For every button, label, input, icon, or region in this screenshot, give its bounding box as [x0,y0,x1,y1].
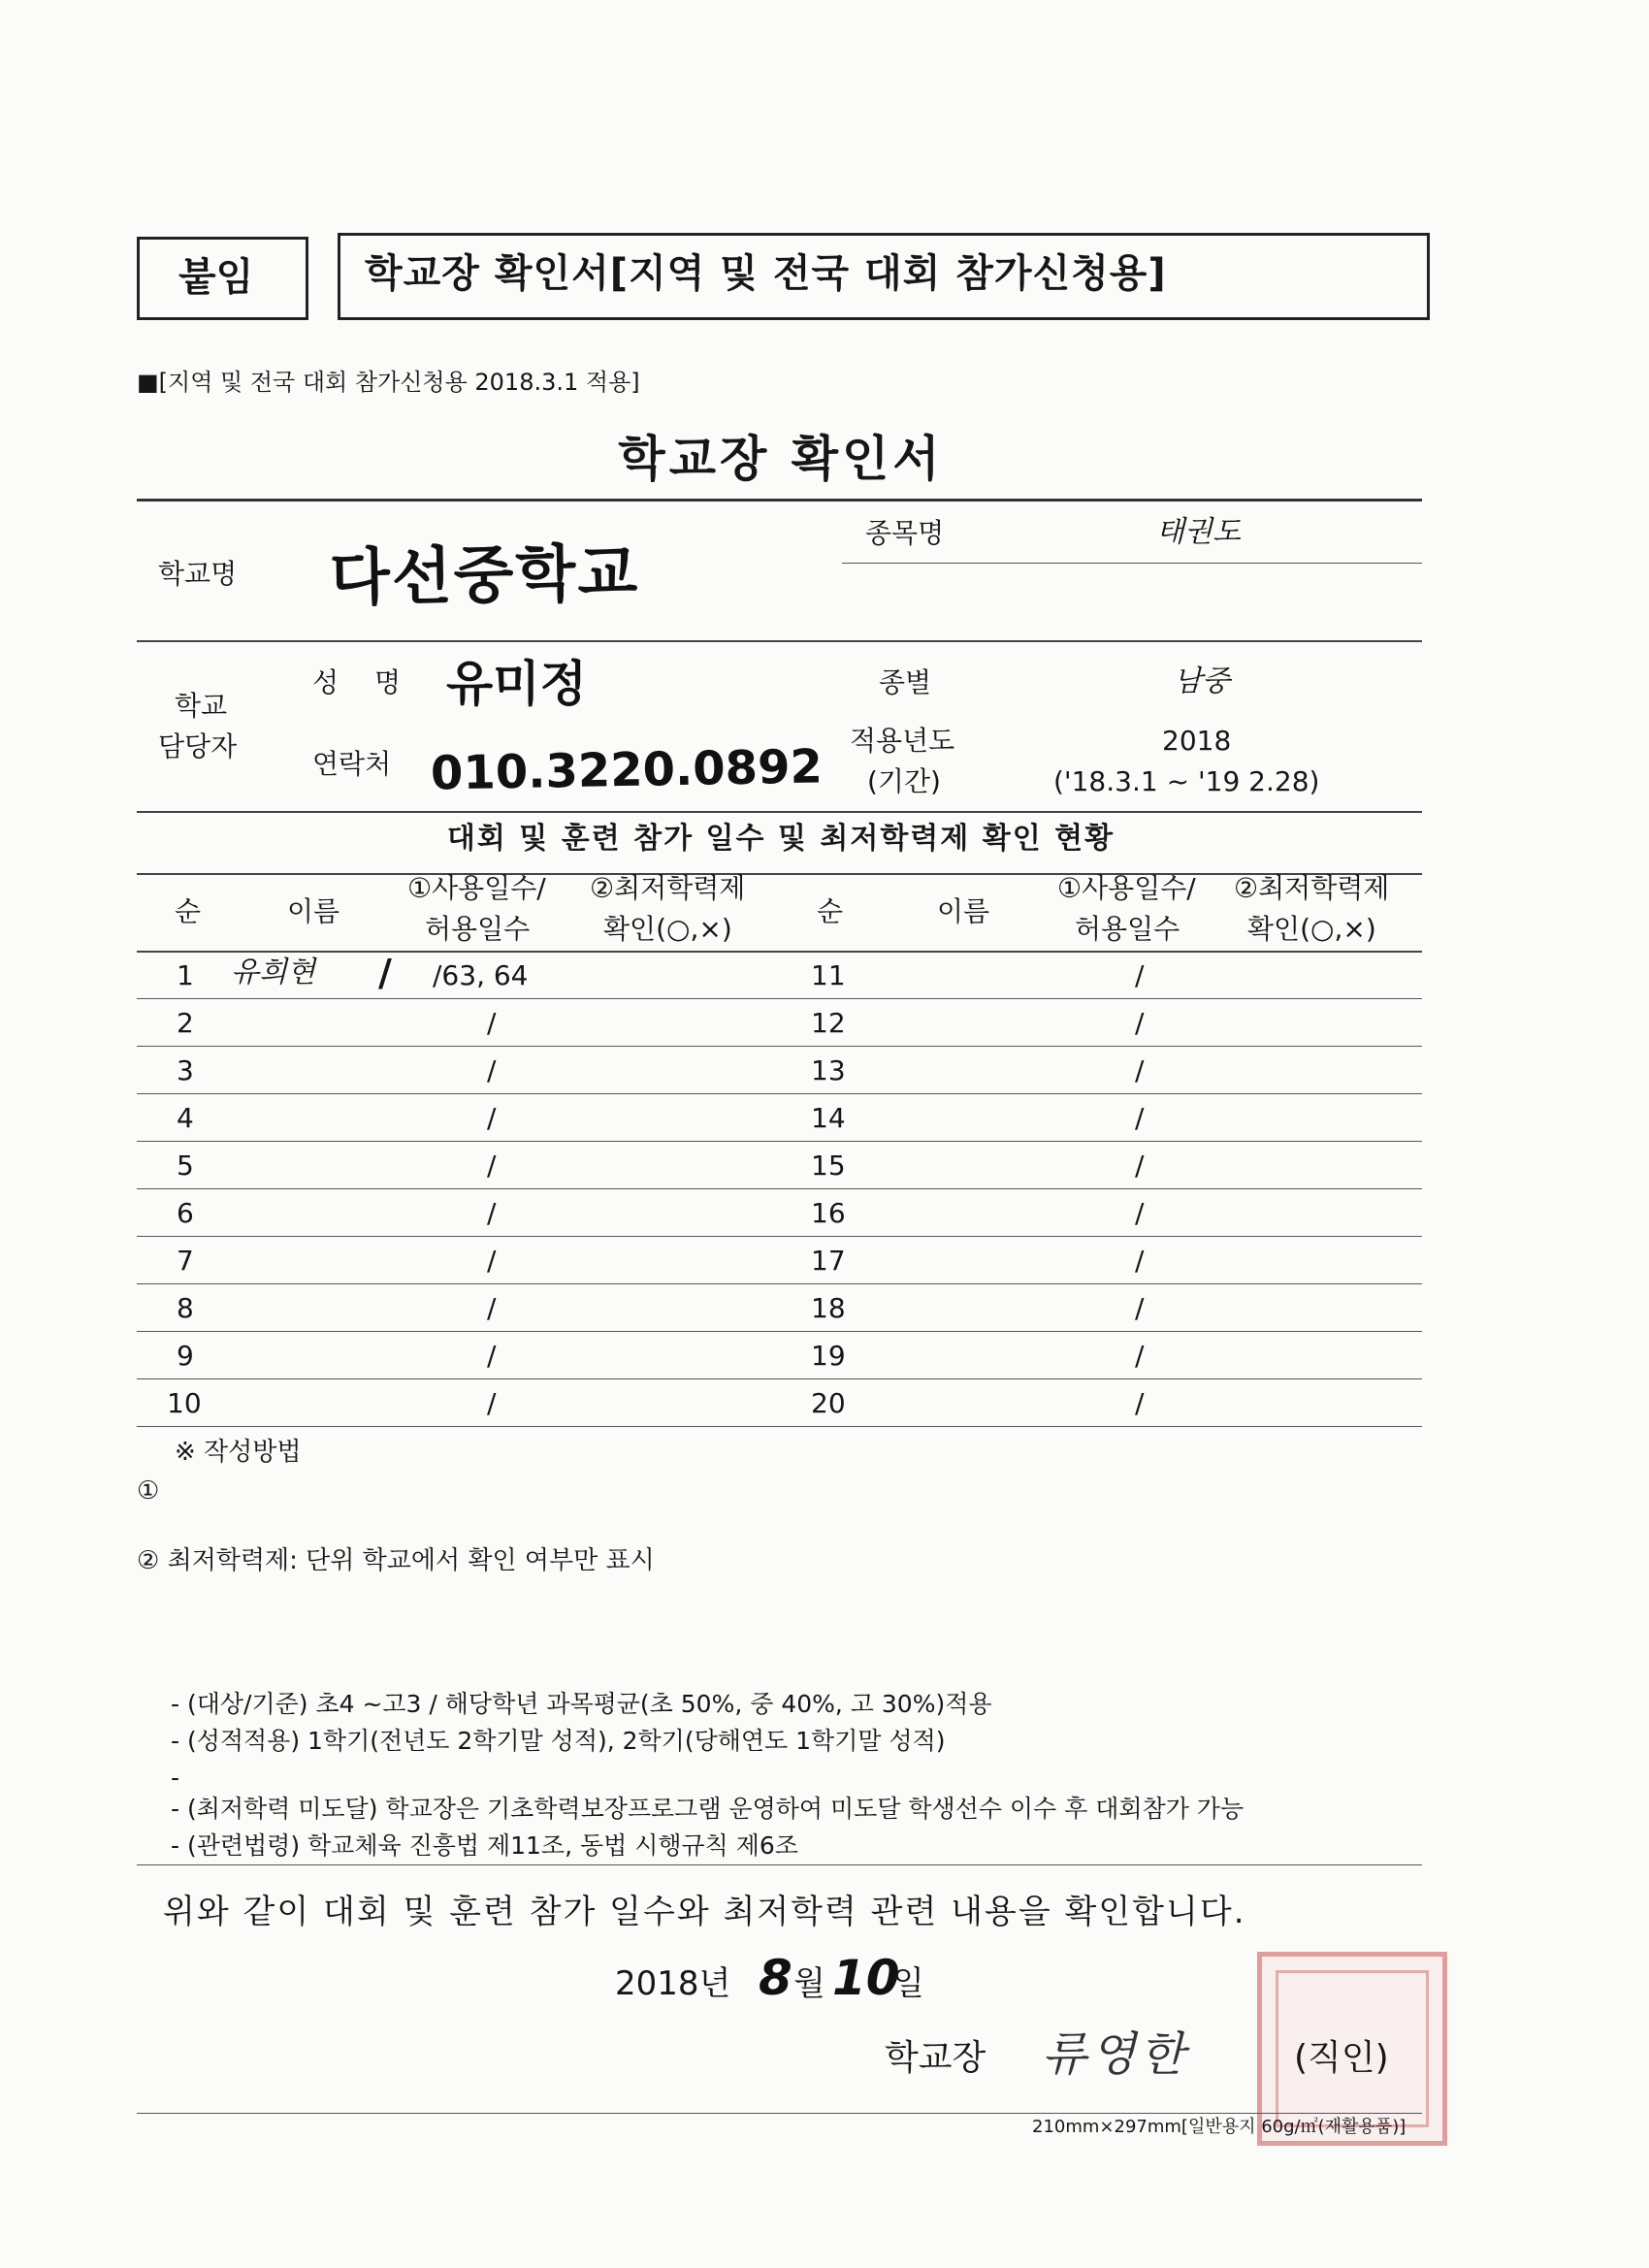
table-row-days-right: / [1135,1007,1145,1039]
th-acad-right-1: ②최저학력제 [1234,872,1390,904]
table-row-days-left: / [487,1007,497,1039]
header-title: 학교장 확인서[지역 및 전국 대회 참가신청용] [365,251,1167,296]
doc-title: 학교장 확인서 [618,431,944,487]
date-month: 8 [759,1950,792,2006]
table-row-seq-left: 2 [177,1007,194,1039]
table-row-days-right: / [1135,959,1145,991]
table-row-seq-left: 1 [177,959,194,991]
table-row-seq-left: 9 [177,1340,194,1372]
date-year: 2018년 [615,1964,731,2003]
th-acad-left-2: 확인(○,×) [603,913,732,945]
table-row-days-right: / [1135,1292,1145,1324]
table-row-seq-right: 17 [811,1245,846,1277]
table-row-seq-right: 15 [811,1150,846,1182]
table-row-seq-left: 6 [177,1197,194,1229]
note-3: - [171,1764,180,1792]
table-top-line [137,873,1422,875]
th-days-right-2: 허용일수 [1075,913,1180,945]
date-day: 10 [832,1950,900,2006]
th-days-right-1: ①사용일수/ [1057,872,1196,904]
table-row-days-left: / [487,1387,497,1419]
table-row-seq-left: 7 [177,1245,194,1277]
table-row-seq-right: 20 [811,1387,846,1419]
table-row-days-right: / [1135,1102,1145,1134]
table-row-seq-right: 18 [811,1292,846,1324]
table-row-seq-right: 19 [811,1340,846,1372]
th-days-left-1: ①사용일수/ [407,872,546,904]
table-row-seq-left: 8 [177,1292,194,1324]
period-label: (기간) [867,765,941,797]
phone-value: 010.3220.0892 [430,739,824,801]
date-month-unit: 월 [793,1964,825,2003]
table-header-line [137,951,1422,953]
table-row-seq-left: 5 [177,1150,194,1182]
info-top-line [137,499,1422,502]
table-row-seq-left: 4 [177,1102,194,1134]
table-row-days-right: / [1135,1245,1145,1277]
event-divider-line [842,563,1422,564]
note-4: - (최저학력 미도달) 학교장은 기초학력보장프로그램 운영하여 미도달 학생선수 이수 후 대회참가 가능 [171,1795,1245,1823]
info-mid-line [137,640,1422,642]
info-bottom-line [137,811,1422,813]
year-value: 2018 [1162,725,1232,757]
school-label: 학교명 [158,558,238,590]
th-seq-right: 순 [817,895,844,927]
th-name-right: 이름 [937,895,990,927]
table-row-seq-left: 10 [167,1387,202,1419]
table-row-days-right: / [1135,1340,1145,1372]
table-row-line [137,1141,1422,1142]
table-row-days-left: /63, 64 [433,959,529,991]
table-row-days-left: / [487,1197,497,1229]
event-value: 태권도 [1156,515,1241,549]
table-row-days-right: / [1135,1150,1145,1182]
date-day-unit: 일 [892,1964,924,2003]
table-row-days-left: / [487,1150,497,1182]
school-value: 다선중학교 [329,537,640,615]
table-row-mark-handwritten: / [378,952,392,994]
subnote: ■[지역 및 전국 대회 참가신청용 2018.3.1 적용] [137,369,640,396]
phone-label: 연락처 [312,748,392,780]
note-2: - (성적적용) 1학기(전년도 2학기말 성적), 2학기(당해연도 1학기말 성적) [171,1727,946,1755]
footer-line [137,2113,1422,2114]
table-row-days-left: / [487,1340,497,1372]
note-1: - (대상/기준) 초4 ~고3 / 해당학년 과목평균(초 50%, 중 40%, 고 30%)적용 [171,1690,992,1718]
table-row-days-left: / [487,1102,497,1134]
table-row-seq-right: 13 [811,1054,846,1086]
th-days-left-2: 허용일수 [425,913,531,945]
notes-bottom-line [137,1864,1422,1865]
table-row-days-right: / [1135,1387,1145,1419]
contact-group-label-1: 학교 [175,690,228,722]
method-item-1: ① [137,1476,160,1506]
table-row-line [137,1331,1422,1332]
footer-spec: 210mm×297mm[일반용지 60g/㎡(재활용품)] [1032,2117,1406,2137]
th-seq-left: 순 [175,895,202,927]
table-row-seq-right: 11 [811,959,846,991]
table-row-days-left: / [487,1054,497,1086]
th-name-left: 이름 [287,895,340,927]
table-row-days-right: / [1135,1054,1145,1086]
contact-group-label-2: 담당자 [158,730,238,762]
table-row-seq-right: 12 [811,1007,846,1039]
th-acad-left-1: ②최저학력제 [590,872,746,904]
table-row-line [137,1188,1422,1189]
method-item-2: ② 최저학력제: 단위 학교에서 확인 여부만 표시 [137,1546,655,1575]
category-value: 남중 [1174,664,1230,698]
table-row-name-handwritten: 유희현 [231,956,315,989]
table-row-line [137,1236,1422,1237]
name-value: 유미정 [446,656,587,712]
name-label: 성 명 [312,666,414,698]
th-acad-right-2: 확인(○,×) [1247,913,1376,945]
table-row-seq-right: 16 [811,1197,846,1229]
confirmation-text: 위와 같이 대회 및 훈련 참가 일수와 최저학력 관련 내용을 확인합니다. [163,1893,1246,1931]
table-row-seq-right: 14 [811,1102,846,1134]
table-row-days-left: / [487,1292,497,1324]
table-row-line [137,1426,1422,1427]
seal-label: (직인) [1294,2038,1389,2078]
method-title: ※ 작성방법 [175,1438,302,1467]
table-row-days-right: / [1135,1197,1145,1229]
table-row-line [137,998,1422,999]
attachment-label: 붙임 [178,255,254,300]
table-row-line [137,1046,1422,1047]
table-row-line [137,1093,1422,1094]
category-label: 종별 [879,666,932,698]
event-label: 종목명 [865,517,945,549]
table-row-seq-left: 3 [177,1054,194,1086]
table-row-line [137,1283,1422,1284]
table-title: 대회 및 훈련 참가 일수 및 최저학력제 확인 현황 [446,822,1116,856]
note-5: - (관련법령) 학교체육 진흥법 제11조, 동법 시행규칙 제6조 [171,1831,798,1860]
table-row-days-left: / [487,1245,497,1277]
signature-name: 류영한 [1042,2027,1189,2082]
year-label: 적용년도 [850,725,955,757]
signature-label: 학교장 [885,2038,986,2078]
table-row-line [137,1378,1422,1379]
period-value: ('18.3.1 ~ '19 2.28) [1053,765,1320,797]
